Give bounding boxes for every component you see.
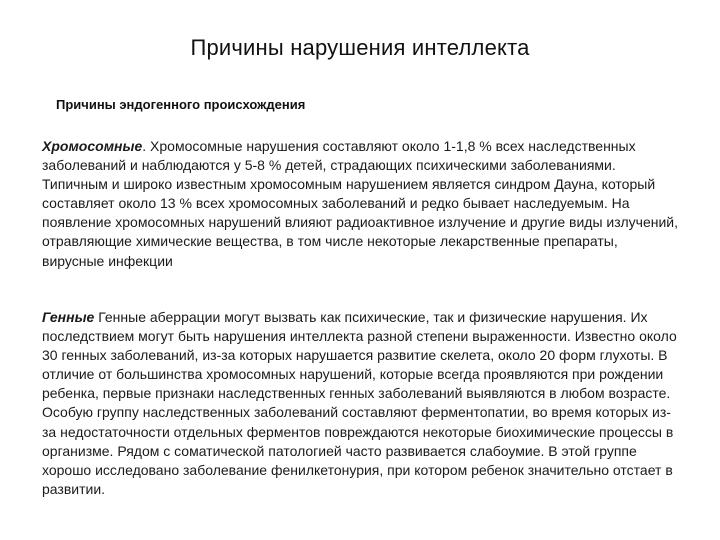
paragraph-lead: Генные	[42, 309, 95, 325]
paragraph-lead: Хромосомные	[42, 138, 143, 154]
paragraph-text: Генные аберрации могут вызвать как психические, так и физические нарушения. Их последствием могут быть нарушения интеллекта разной степени выраженности. Известно около 30 генных заболеваний, из-за которых нарушается развитие скелета, около 20 форм глухоты. В отличие от большинства хромосомных нарушений, которые всегда проявляются при рождении ребенка, первые признаки наследственных генных заболеваний выявляются в любом возрасте. Особую группу наследственных заболеваний составляют ферментопатии, во время которых из-за недостаточности отдельных ферментов повреждаются некоторые биохимические процессы в организме. Рядом с соматической патологией часто развивается слабоумие. В этой группе хорошо исследовано заболевание фенилкетонурия, при котором ребенок значительно отстает в развитии.	[42, 309, 677, 497]
paragraph-chromosomal	[42, 137, 678, 271]
slide-title: Причины нарушения интеллекта	[190, 35, 530, 60]
paragraph-text: . Хромосомные нарушения составляют около 1-1,8 % всех наследственных заболеваний и наблюдаются у 5-8 % детей, страдающих психическими заболеваниями. Типичным и широко известным хромосомным нарушением является синдром Дауна, который составляет около 13 % всех хромосомных заболеваний и редко бывает наследуемым. На появление хромосомных нарушений влияют радиоактивное излучение и другие виды излучений, отравляющие химические вещества, в том числе некоторые лекарственные препараты, вирусные инфекции	[42, 138, 679, 269]
slide-subtitle: Причины эндогенного происхождения	[56, 97, 306, 112]
paragraph-genetic	[42, 308, 678, 499]
